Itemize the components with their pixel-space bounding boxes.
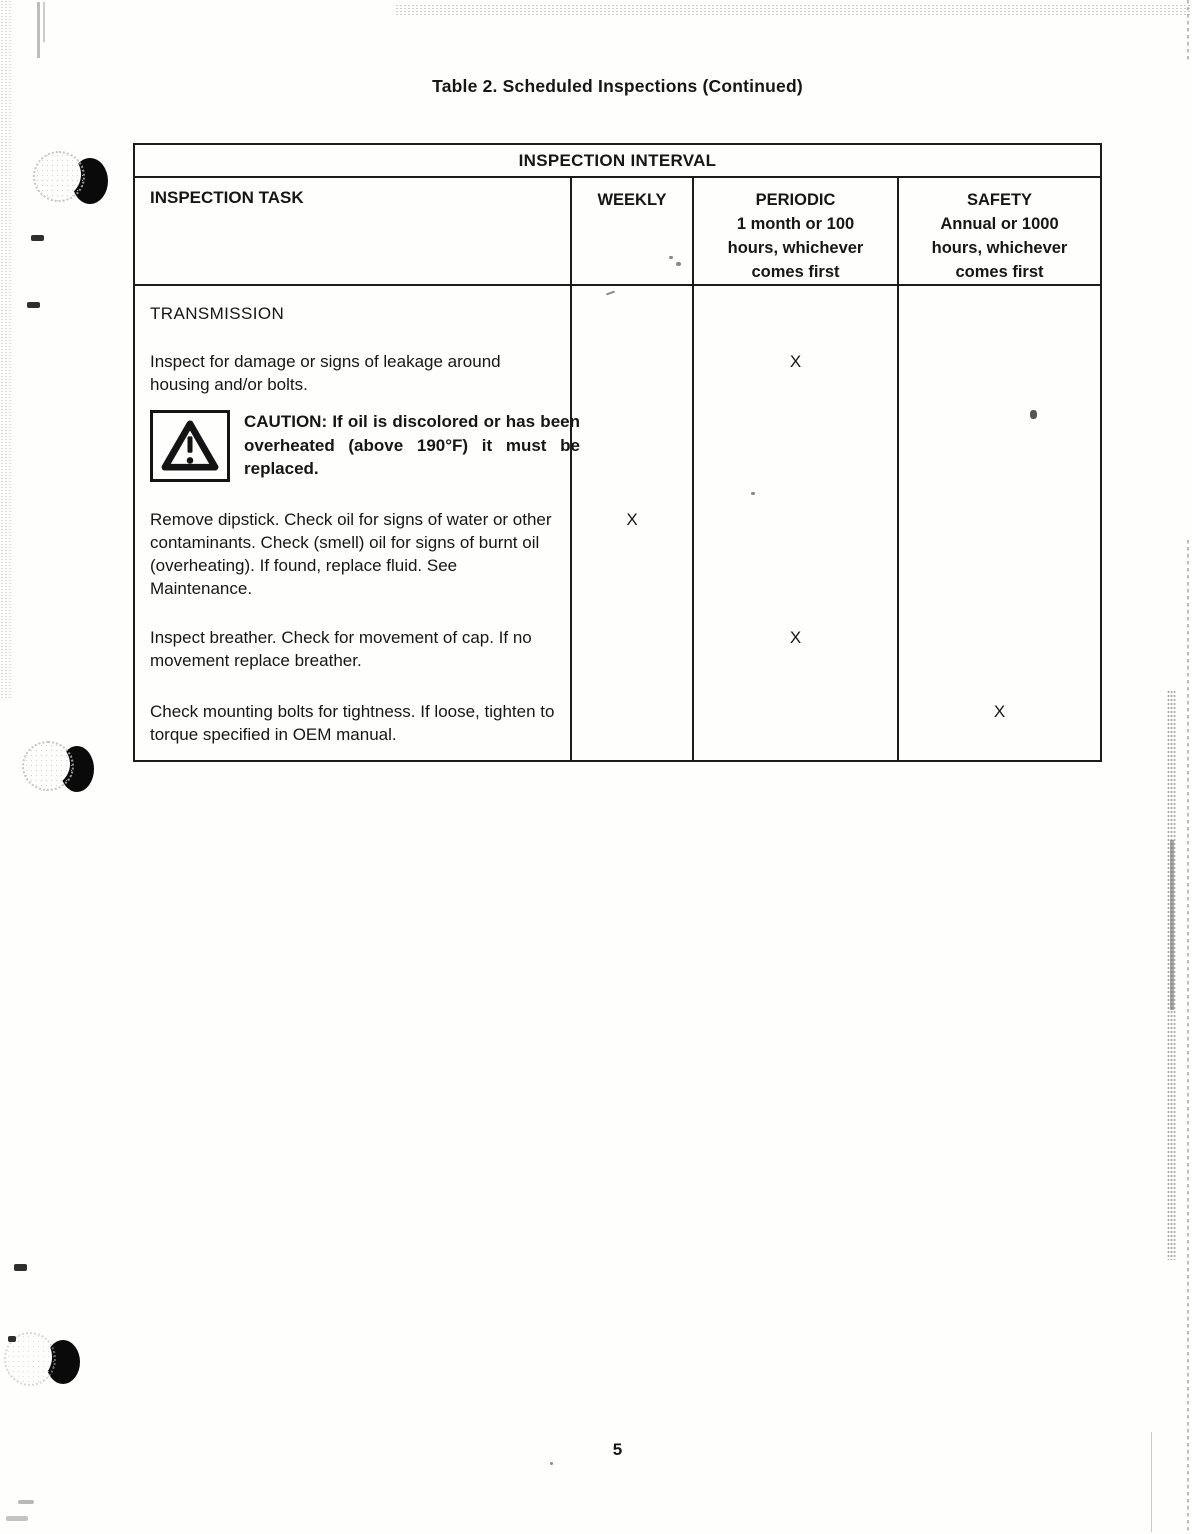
scan-line-artifact [1151,1432,1152,1532]
safety-cell [897,396,1100,482]
safety-cell [897,286,1100,325]
scan-speck [751,492,755,495]
task-text: Inspect breather. Check for movement of cap. If no movement replace breather. [150,628,532,670]
safety-cell [897,482,1100,600]
column-header-inspection-task: INSPECTION TASK [150,188,304,207]
table-row [135,482,1100,600]
weekly-cell [570,600,692,672]
weekly-cell [570,286,692,325]
page-title: Table 2. Scheduled Inspections (Continued) [432,76,803,96]
weekly-cell [570,672,692,760]
column-header-safety-sublabel: Annual or 1000 hours, whichever comes first [931,215,1068,281]
table-row [135,672,1100,760]
scan-speck [14,1264,27,1271]
section-label: TRANSMISSION [150,304,285,323]
table-row [135,600,1100,672]
scan-noise-band [0,0,12,700]
scan-noise-band [395,4,1190,16]
scan-dotted-line [1187,540,1189,1534]
scan-speck [1030,410,1037,419]
caution-wrap [150,410,580,482]
table-header-row [135,178,1100,286]
periodic-cell: X [692,325,897,396]
weekly-cell [570,396,692,482]
caution-text: CAUTION: If oil is discolored or has been overheated (above 190°F) it must be replaced. [244,412,580,478]
scan-speck [676,262,681,266]
table-body [135,286,1100,760]
hole-punch-mark [30,148,115,210]
table-row-caution [135,396,1100,482]
weekly-cell [570,325,692,396]
safety-cell [897,325,1100,396]
column-header-periodic [692,178,897,284]
column-header-periodic-label: PERIODIC [755,191,836,209]
scan-dotted-line [1187,0,1189,60]
caution-block [135,396,580,482]
task-text: Check mounting bolts for tightness. If loose, tighten to torque specified in OEM manual. [150,702,555,744]
scan-line-artifact [43,2,45,42]
inspection-table [133,143,1102,762]
warning-triangle-icon [150,410,230,482]
scan-speck [31,235,44,241]
scan-speck [6,1516,28,1521]
task-text: Inspect for damage or signs of leakage around housing and/or bolts. [150,352,501,394]
table-row-section [135,286,1100,325]
weekly-cell: X [570,482,692,600]
column-header-safety [897,178,1100,284]
scan-speck [18,1500,34,1504]
scan-speck [669,256,673,259]
table-row [135,325,1100,396]
scan-streak-artifact [1170,840,1174,1010]
column-header-periodic-sublabel: 1 month or 100 hours, whichever comes first [727,215,864,281]
column-header-safety-label: SAFETY [966,191,1033,209]
periodic-cell [692,672,897,760]
scan-speck [8,1336,16,1342]
scan-line-artifact [37,2,40,58]
page-number: 5 [612,1440,623,1459]
column-header-weekly: WEEKLY [570,178,692,284]
task-text: Remove dipstick. Check oil for signs of water or other contaminants. Check (smell) oil for signs of burnt oil (overheating). If found, replace fluid. See Maintenance. [150,510,552,598]
periodic-cell: X [692,600,897,672]
safety-cell [897,600,1100,672]
scan-speck [550,1462,553,1465]
table-interval-header: INSPECTION INTERVAL [135,145,1100,178]
hole-punch-mark [20,738,105,798]
periodic-cell [692,396,897,482]
periodic-cell [692,482,897,600]
scan-speck [27,302,40,308]
safety-cell: X [897,672,1100,760]
periodic-cell [692,286,897,325]
